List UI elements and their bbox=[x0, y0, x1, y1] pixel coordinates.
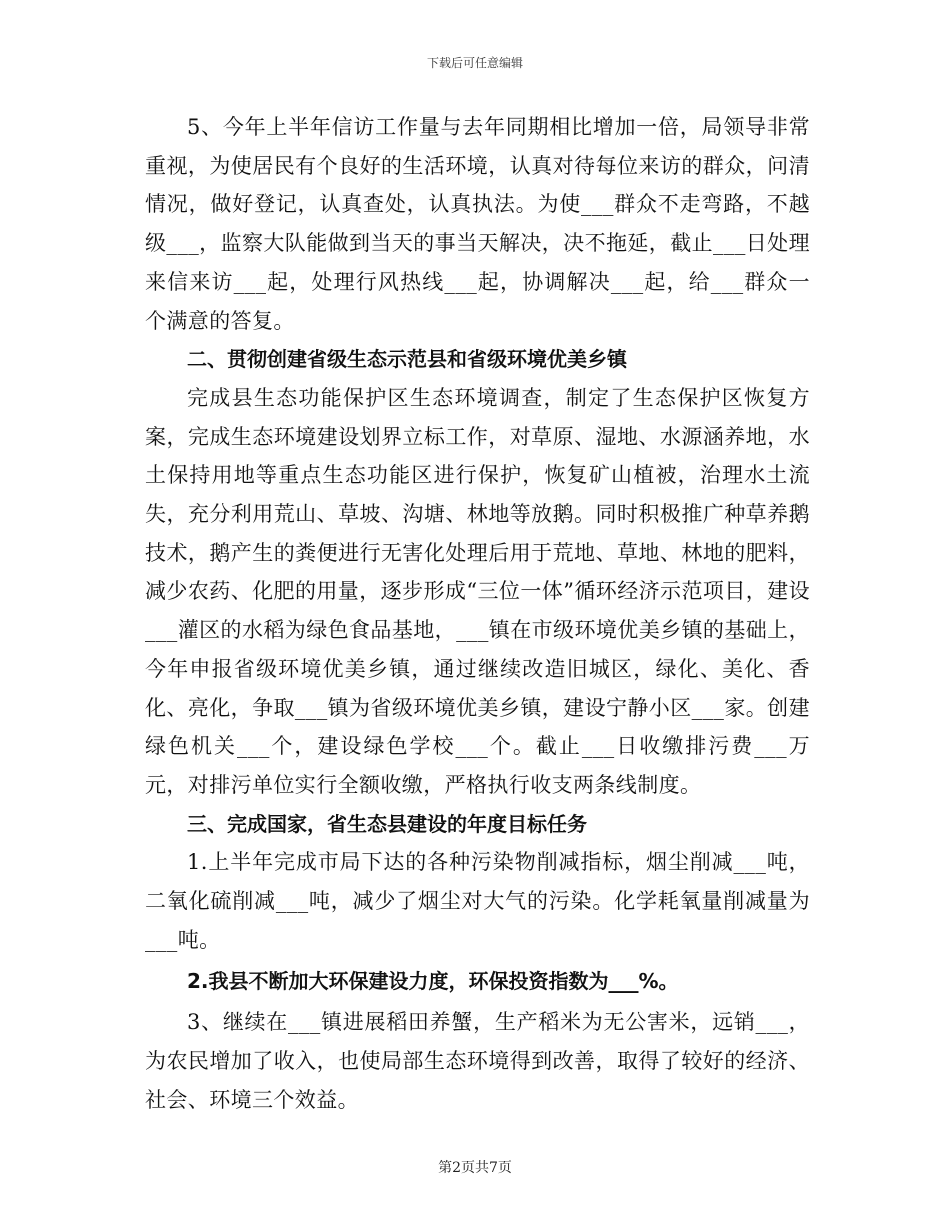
section-heading-2: 二、贯彻创建省级生态示范县和省级环境优美乡镇 bbox=[187, 347, 627, 372]
document-body bbox=[145, 108, 810, 1120]
paragraph-item-2: 2.我县不断加大环保建设力度，环保投资指数为___%。 bbox=[187, 969, 679, 994]
paragraph-item-1: 1.上半年完成市局下达的各种污染物削减指标，烟尘削减___吨，二氧化硫削减___吨，减少了烟尘对大气的污染。化学耗氧量削减量为___吨。 bbox=[145, 850, 810, 952]
paragraph-item-5: 5、今年上半年信访工作量与去年同期相比增加一倍，局领导非常重视，为使居民有个良好的生活环境，认真对待每位来访的群众，问清情况，做好登记，认真查处，认真执法。为使___群众不走弯路，不越级___，监察大队能做到当天的事当天解决，决不拖延，截止___日处理来信来访___起，处理行风热线___起，协调解决___起，给___群众一个满意的答复。 bbox=[145, 115, 810, 333]
page-header: 下载后可任意编辑 bbox=[426, 56, 523, 70]
paragraph-item-3: 3、继续在___镇进展稻田养蟹，生产稻米为无公害米，远销___，为农民增加了收入，也使局部生态环境得到改善，取得了较好的经济、社会、环境三个效益。 bbox=[145, 1010, 810, 1112]
paragraph-ecology: 完成县生态功能保护区生态环境调查，制定了生态保护区恢复方案，完成生态环境建设划界立标工作，对草原、湿地、水源涵养地，水土保持用地等重点生态功能区进行保护，恢复矿山植被，治理水土流失，充分利用荒山、草坡、沟塘、林地等放鹅。同时积极推广种草养鹅技术，鹅产生的粪便进行无害化处理后用于荒地、草地、林地的肥料，减少农药、化肥的用量，逐步形成“三位一体”循环经济示范项目，建设___灌区的水稻为绿色食品基地，___镇在市级环境优美乡镇的基础上，今年申报省级环境优美乡镇，通过继续改造旧城区，绿化、美化、香化、亮化，争取___镇为省级环境优美乡镇，建设宁静小区___家。创建绿色机关___个，建设绿色学校___个。截止___日收缴排污费___万元，对排污单位实行全额收缴，严格执行收支两条线制度。 bbox=[145, 385, 810, 797]
section-heading-3: 三、完成国家，省生态县建设的年度目标任务 bbox=[187, 811, 587, 836]
page-footer: 第2页共7页 bbox=[438, 1160, 512, 1176]
